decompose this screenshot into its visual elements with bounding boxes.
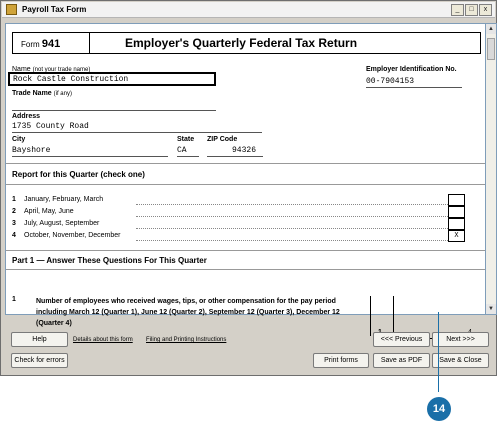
header-divider: [89, 33, 90, 53]
part1-title: Part 1 — Answer These Questions For This Quarter: [12, 256, 207, 265]
app-icon: [6, 4, 17, 15]
window-controls: [451, 4, 492, 16]
callout-number: 14: [427, 397, 451, 421]
window-title: Payroll Tax Form: [22, 5, 87, 14]
ein-label: Employer Identification No.: [366, 66, 457, 73]
scroll-up-icon[interactable]: ▲: [486, 24, 496, 34]
quarter3-checkbox[interactable]: [448, 218, 465, 230]
address-field[interactable]: 1735 County Road: [12, 122, 89, 131]
leader-dots: [136, 220, 448, 229]
print-forms-button[interactable]: Print forms: [313, 353, 369, 368]
form-pane: [5, 23, 486, 327]
quarter-label: January, February, March: [24, 196, 104, 203]
quarter-label: April, May, June: [24, 208, 74, 215]
close-button[interactable]: x: [479, 4, 492, 16]
details-link[interactable]: Details about this form: [73, 337, 133, 343]
address-label: Address: [12, 113, 41, 120]
scroll-thumb[interactable]: [487, 38, 495, 60]
quarter4-checkbox[interactable]: X: [448, 230, 465, 242]
state-label: State: [177, 136, 195, 143]
form-number: 941: [41, 38, 61, 50]
zip-label: ZIP Code: [207, 136, 238, 143]
trade-name-label: Trade Name (if any): [12, 90, 72, 97]
next-button[interactable]: Next >>>: [432, 332, 489, 347]
leader-dots: [136, 196, 448, 205]
column-divider: [370, 296, 371, 336]
section-divider: [6, 269, 485, 270]
quarter-num: 2: [12, 208, 16, 215]
city-field[interactable]: Bayshore: [12, 146, 51, 155]
leader-dots: [136, 232, 448, 241]
address-underline: [12, 132, 262, 133]
quarter2-checkbox[interactable]: [448, 206, 465, 218]
quarter1-checkbox[interactable]: [448, 194, 465, 206]
zip-underline: [207, 156, 263, 157]
question-text: Number of employees who received wages, tips, or other compensation for the pay period including March 12 (Quarter 1), June 12 (Quarter 2), September 12 (Quarter 3), December 12 (Quarter 4): [36, 298, 340, 327]
callout-line: [438, 312, 439, 392]
quarter-label: October, November, December: [24, 232, 121, 239]
filing-link[interactable]: Filing and Printing Instructions: [146, 337, 227, 343]
quarter-label: July, August, September: [24, 220, 100, 227]
quarter-num: 4: [12, 232, 16, 239]
ein-underline: [366, 87, 462, 88]
form-header: [12, 32, 481, 54]
form-title: Employer's Quarterly Federal Tax Return: [125, 36, 358, 50]
help-button[interactable]: Help: [11, 332, 68, 347]
save-close-button[interactable]: Save & Close: [432, 353, 489, 368]
form-label: Form 941: [21, 38, 61, 50]
name-value: Rock Castle Construction: [13, 75, 129, 84]
leader-dots: [136, 208, 448, 217]
section-divider: [6, 250, 485, 251]
check-errors-button[interactable]: Check for errors: [11, 353, 68, 368]
quarter-num: 1: [12, 196, 16, 203]
state-field[interactable]: CA: [177, 146, 187, 155]
title-bar: [2, 2, 495, 18]
previous-button[interactable]: <<< Previous: [373, 332, 430, 347]
scroll-down-icon[interactable]: ▼: [486, 304, 496, 314]
city-label: City: [12, 136, 26, 143]
city-underline: [12, 156, 168, 157]
trade-name-field[interactable]: [12, 110, 216, 111]
zip-field[interactable]: 94326: [232, 146, 257, 155]
section-divider: [6, 163, 485, 164]
save-pdf-button[interactable]: Save as PDF: [373, 353, 430, 368]
maximize-button[interactable]: □: [465, 4, 478, 16]
column-divider: [393, 296, 394, 336]
quarter-num: 3: [12, 220, 16, 227]
name-field[interactable]: [8, 72, 216, 86]
vertical-scrollbar[interactable]: [486, 23, 497, 315]
name-label: Name (not your trade name): [12, 66, 91, 73]
state-underline: [177, 156, 199, 157]
minimize-button[interactable]: _: [451, 4, 464, 16]
question-number: 1: [12, 296, 16, 303]
section-divider: [6, 184, 485, 185]
ein-field[interactable]: 00-7904153: [366, 77, 415, 86]
report-quarter-title: Report for this Quarter (check one): [12, 170, 145, 179]
